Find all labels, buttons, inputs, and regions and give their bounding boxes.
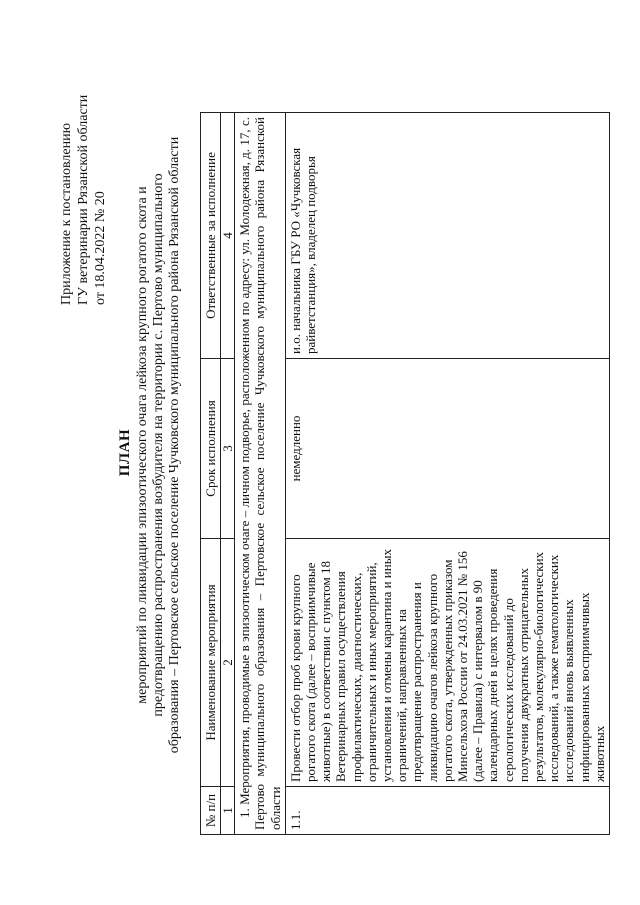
- column-number: 3: [221, 359, 235, 539]
- header-term: Срок исполнения: [201, 359, 221, 539]
- column-number: 1: [221, 787, 235, 835]
- row-task: Провести отбор проб крови крупного рогатого скота (далее – восприимчивые животные) в соответствии с пунктом 18 Ветеринарных правил осуществления профилактических, диагностических, ограничительных и иных мероприятий, установления и отмены карантина и иных ограничений, направленных на предотвращение распространения и ликвидацию очагов лейкоза крупного рогатого скота, утвержденных приказом Минсельхоза России от 24.03.2021 № 156 (далее – Правила) с интервалом в 90 календарных дней в целях проведения серологических исследований до получения двукратных отрицательных результатов, молекулярно-биологических исследований, а также гематологических исследований вновь выявленных инфицированных восприимчивых животных: [285, 539, 609, 787]
- row-responsible: и.о. начальника ГБУ РО «Чучковская райветстанция», владелец подворья: [285, 113, 609, 359]
- header-name: Наименование мероприятия: [201, 539, 221, 787]
- plan-title: ПЛАН: [117, 428, 133, 477]
- header-num: № п/п: [201, 787, 221, 835]
- section-row: [235, 113, 286, 835]
- approval-line-3: от 18.04.2022 № 20: [93, 191, 108, 305]
- approval-line-1: Приложение к постановлению: [59, 122, 74, 305]
- row-number: 1.1.: [285, 787, 609, 835]
- plan-table: [200, 112, 610, 835]
- column-number-row: [221, 113, 235, 835]
- section-heading: 1. Мероприятия, проводимые в эпизоотическом очаге – личном подворье, расположенном по адресу: ул. Молодежная, д. 17, с. Пертово муниципального образования – Пертовское сельское поселение Чучковского муниципального района Рязанской области: [235, 113, 286, 835]
- column-number: 2: [221, 539, 235, 787]
- column-number: 4: [221, 113, 235, 359]
- plan-subtitle: мероприятий по ликвидации эпизоотического очага лейкоза крупного рогатого скота и предотвращению распространения возбудителя на территории с. Пертово муниципального образования – Пертовское сельское поселение Чучковского муниципального района Рязанской области: [135, 136, 182, 754]
- approval-line-2: ГУ ветеринарии Рязанской области: [76, 94, 91, 305]
- row-term: немедленно: [285, 359, 609, 539]
- table-row: [285, 113, 609, 835]
- approval-block: [58, 55, 109, 305]
- header-resp: Ответственные за исполнение: [201, 113, 221, 359]
- header-row: [201, 113, 221, 835]
